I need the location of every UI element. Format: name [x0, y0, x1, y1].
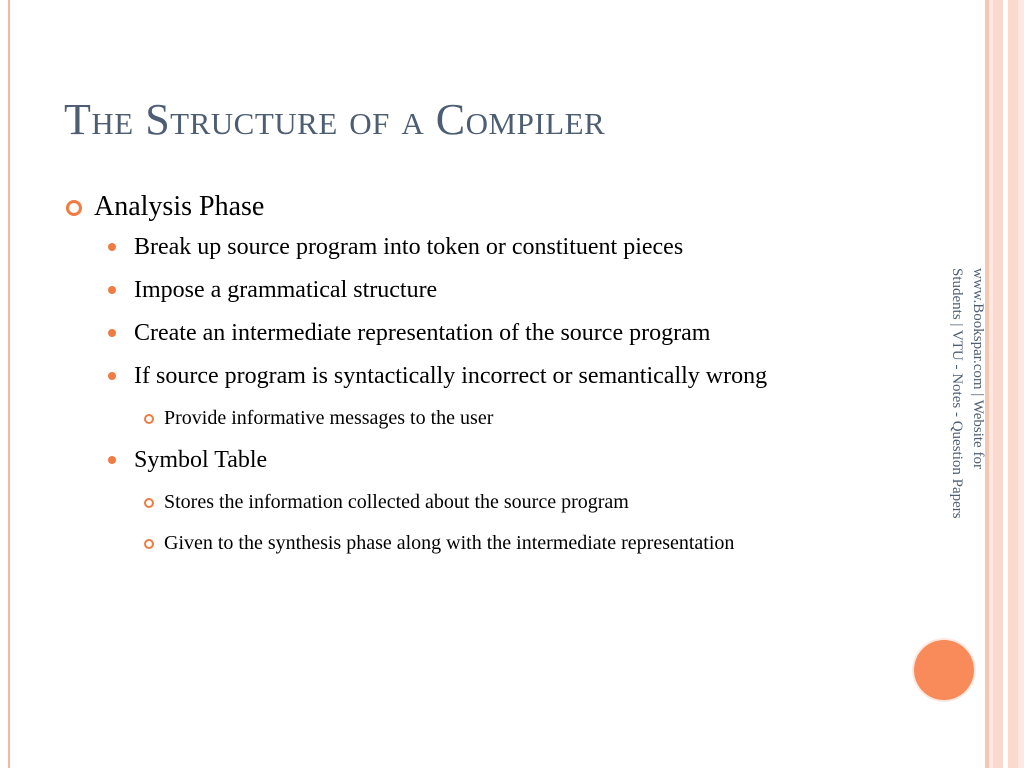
dot-bullet-icon [108, 286, 116, 294]
decorative-circle [914, 640, 974, 700]
ring-bullet-icon [144, 498, 154, 508]
bullet-text: Break up source program into token or constituent pieces [134, 234, 684, 260]
dot-bullet-icon [108, 329, 116, 337]
ring-bullet-icon [144, 539, 154, 549]
bullet-text: Given to the synthesis phase along with the intermediate representation [164, 532, 735, 554]
ring-bullet-icon [66, 200, 82, 216]
bullet-text: Create an intermediate representation of the source program [134, 320, 711, 346]
bullet-level1 [64, 188, 884, 226]
bullet-level2 [64, 275, 884, 305]
side-note-line1: www.Bookspar.com | Website for [970, 268, 986, 469]
bullet-level3 [64, 529, 884, 558]
dot-bullet-icon [108, 243, 116, 251]
right-stripe-decoration [1008, 0, 1018, 768]
bullet-level2 [64, 232, 884, 262]
bullet-text: Analysis Phase [94, 191, 265, 222]
bullet-level2 [64, 445, 884, 475]
bullet-level3 [64, 488, 884, 517]
bullet-level2 [64, 361, 884, 391]
dot-bullet-icon [108, 372, 116, 380]
side-note-line2: Students | VTU - Notes - Question Papers [949, 268, 965, 519]
ring-bullet-icon [144, 414, 154, 424]
bullet-level3 [64, 404, 884, 433]
bullet-text: Provide informative messages to the user [164, 407, 494, 429]
bullet-text: Stores the information collected about the source program [164, 491, 629, 513]
side-note [944, 268, 988, 608]
right-stripe-decoration [1018, 0, 1024, 768]
slide-content [64, 188, 884, 570]
bullet-text: Symbol Table [134, 447, 268, 473]
bullet-level2 [64, 318, 884, 348]
bullet-text: If source program is syntactically incorrect or semantically wrong [134, 363, 768, 389]
bullet-text: Impose a grammatical structure [134, 277, 438, 303]
dot-bullet-icon [108, 456, 116, 464]
left-border-line [8, 0, 10, 768]
slide-title: The Structure of a Compiler [64, 95, 606, 144]
right-stripe-decoration [993, 0, 1003, 768]
